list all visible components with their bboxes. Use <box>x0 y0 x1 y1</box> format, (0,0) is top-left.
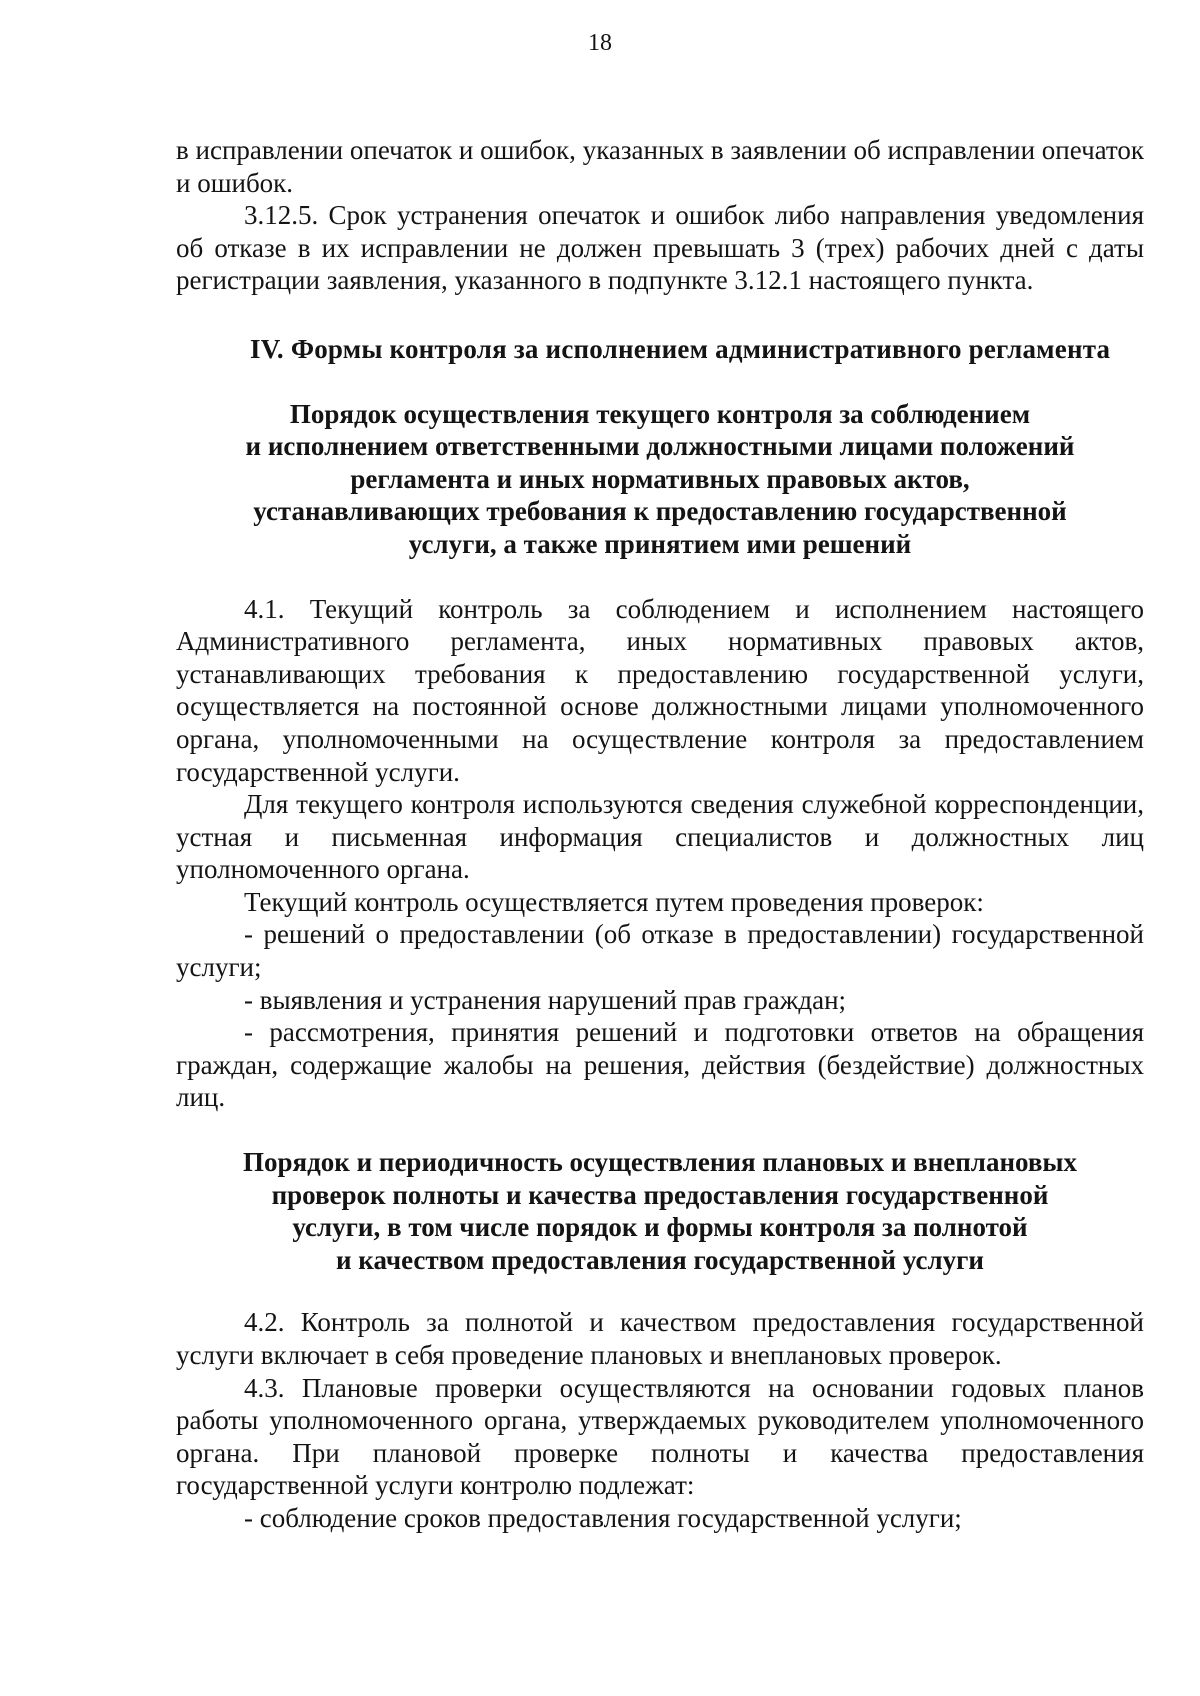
paragraph-control-sources: Для текущего контроля используются сведения служебной корреспонденции, устная и письменная информация специалистов и должностных лиц уполномоченного органа. <box>176 789 1144 885</box>
list-item: - рассмотрения, принятия решений и подготовки ответов на обращения граждан, содержащие жалобы на решения, действия (бездействие) должностных лиц. <box>176 1017 1144 1113</box>
heading-line: проверок полноты и качества предоставления государственной <box>271 1179 1049 1210</box>
section-iv-heading: IV. Формы контроля за исполнением административного регламента <box>250 333 1111 364</box>
paragraph-checks-intro: Текущий контроль осуществляется путем проведения проверок: <box>244 886 984 917</box>
list-item: - выявления и устранения нарушений прав граждан; <box>244 984 847 1015</box>
subsection-heading-planned-checks <box>176 1146 1144 1276</box>
subsection-heading-current-control <box>176 398 1144 561</box>
heading-line: Порядок и периодичность осуществления плановых и внеплановых <box>243 1147 1077 1178</box>
paragraph-4-1: 4.1. Текущий контроль за соблюдением и исполнением настоящего Административного регламента, иных нормативных правовых актов, устанавливающих требования к предоставлению государственной услуги, осуществляется на постоянной основе должностными лицами уполномоченного органа, уполномоченными на осуществление контроля за предоставлением государственной услуги. <box>176 593 1144 787</box>
list-item: - решений о предоставлении (об отказе в предоставлении) государственной услуги; <box>176 919 1144 983</box>
list-item: - соблюдение сроков предоставления государственной услуги; <box>244 1502 962 1533</box>
heading-line: услуги, в том числе порядок и формы контроля за полнотой <box>292 1212 1028 1243</box>
heading-line: Порядок осуществления текущего контроля за соблюдением <box>289 398 1031 429</box>
paragraph-continuation: в исправлении опечаток и ошибок, указанных в заявлении об исправлении опечаток и ошибок. <box>176 135 1144 198</box>
page-content <box>176 134 1144 1535</box>
spacer <box>176 561 1144 593</box>
heading-line: устанавливающих требования к предоставлению государственной <box>253 496 1067 527</box>
paragraph-4-2: 4.2. Контроль за полнотой и качеством предоставления государственной услуги включает в себя проведение плановых и внеплановых проверок. <box>176 1307 1144 1370</box>
page-number: 18 <box>588 30 612 56</box>
heading-line: и исполнением ответственными должностными лицами положений <box>245 431 1075 462</box>
heading-line: и качеством предоставления государственной услуги <box>336 1244 984 1275</box>
heading-line: регламента и иных нормативных правовых актов, <box>350 463 970 494</box>
heading-line: услуги, а также принятием ими решений <box>408 528 912 559</box>
spacer <box>176 1276 1144 1306</box>
paragraph-4-3: 4.3. Плановые проверки осуществляются на основании годовых планов работы уполномоченного органа, утверждаемых руководителем уполномоченного органа. При плановой проверке полноты и качества предоставления государственной услуги контролю подлежат: <box>176 1372 1144 1501</box>
paragraph-3-12-5: 3.12.5. Срок устранения опечаток и ошибок либо направления уведомления об отказе в их исправлении не должен превышать 3 (трех) рабочих дней с даты регистрации заявления, указанного в подпункте 3.12.1 настоящего пункта. <box>176 200 1144 296</box>
